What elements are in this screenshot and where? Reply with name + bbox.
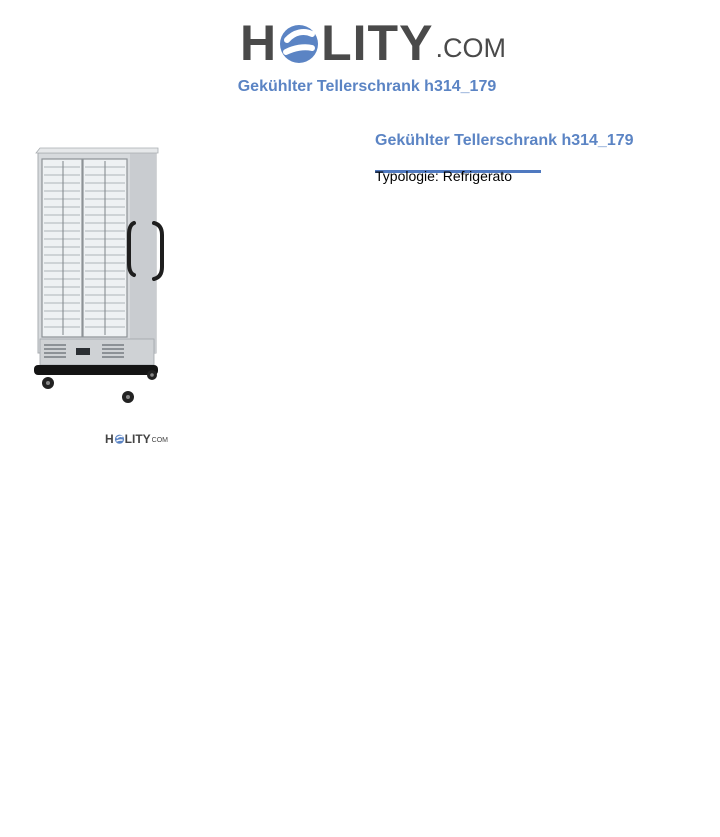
- product-image[interactable]: [30, 145, 170, 410]
- site-logo[interactable]: [240, 12, 506, 71]
- typology-value: Refrigerato: [442, 168, 512, 184]
- watermark-letter-h: H: [105, 432, 114, 446]
- logo-o-icon: [278, 18, 320, 68]
- logo-suffix: .COM: [435, 33, 506, 63]
- image-watermark: [105, 433, 168, 445]
- logo-letter-h: H: [240, 15, 278, 71]
- watermark-letters-lity: LITY: [124, 432, 151, 446]
- logo-letters-lity: LITY: [321, 15, 434, 71]
- watermark-suffix: COM: [151, 437, 169, 444]
- product-typology: [375, 168, 512, 184]
- typology-label: Typologie:: [375, 168, 439, 184]
- watermark-o-icon: [114, 433, 125, 445]
- logo-wordmark: [240, 15, 434, 71]
- page-title: Gekühlter Tellerschrank h314_179: [237, 78, 497, 95]
- watermark-wordmark: [105, 433, 151, 445]
- product-title: Gekühlter Tellerschrank h314_179: [375, 132, 634, 149]
